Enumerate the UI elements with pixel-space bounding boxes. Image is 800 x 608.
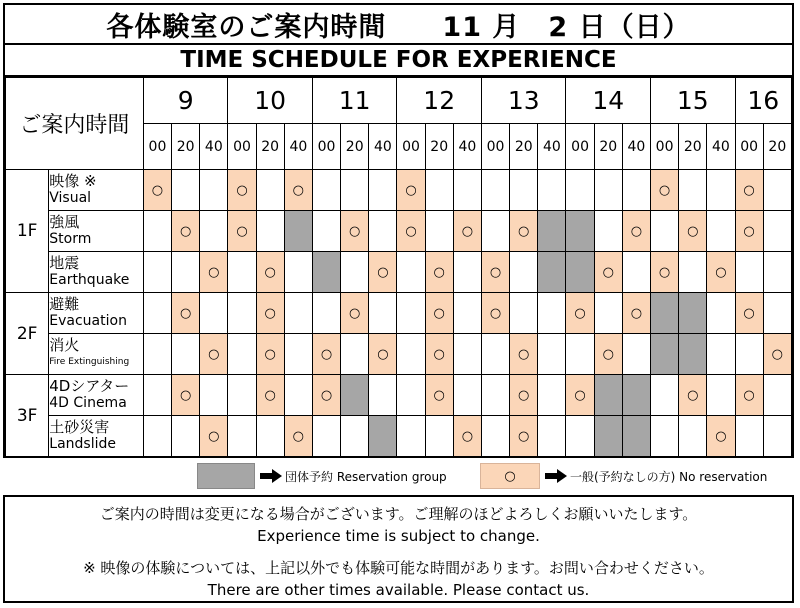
- slot-empty: [763, 375, 791, 416]
- slot-empty: [453, 252, 481, 293]
- minute-header: 20: [341, 124, 369, 170]
- minute-header: 00: [143, 124, 171, 170]
- circle-mark-icon: ○: [630, 305, 643, 321]
- room-name-jp: 土砂災害: [49, 418, 110, 436]
- hour-header: 13: [481, 78, 566, 124]
- room-row: [6, 416, 792, 457]
- slot-open: [622, 293, 650, 334]
- slot-empty: [594, 293, 622, 334]
- circle-mark-icon: ○: [179, 305, 192, 321]
- slot-empty: [312, 170, 340, 211]
- slot-empty: [679, 252, 707, 293]
- slot-reserved-group: [594, 375, 622, 416]
- circle-mark-icon: ○: [236, 223, 248, 239]
- slot-open: [763, 334, 791, 375]
- room-name-jp: 消火: [49, 336, 80, 354]
- slot-empty: [594, 211, 622, 252]
- slot-empty: [397, 375, 425, 416]
- slot-open: [510, 211, 538, 252]
- slot-empty: [481, 211, 509, 252]
- minute-header: 40: [707, 124, 735, 170]
- circle-mark-icon: ○: [320, 346, 333, 362]
- circle-mark-icon: ○: [264, 305, 276, 321]
- circle-mark-icon: ○: [518, 223, 530, 239]
- hour-header: 15: [651, 78, 736, 124]
- slot-empty: [200, 211, 228, 252]
- circle-mark-icon: ○: [461, 223, 474, 239]
- slot-empty: [538, 375, 566, 416]
- slot-empty: [397, 416, 425, 457]
- slot-open: [397, 211, 425, 252]
- circle-mark-icon: ○: [377, 346, 389, 362]
- slot-reserved-group: [566, 211, 594, 252]
- slot-empty: [622, 252, 650, 293]
- slot-open: [256, 293, 284, 334]
- slot-open: [172, 293, 200, 334]
- circle-mark-icon: ○: [236, 182, 248, 198]
- slot-reserved-group: [651, 334, 679, 375]
- slot-empty: [143, 293, 171, 334]
- circle-mark-icon: ○: [292, 182, 305, 198]
- slot-reserved-group: [679, 293, 707, 334]
- slot-empty: [707, 211, 735, 252]
- slot-open: [679, 375, 707, 416]
- slot-open: [284, 170, 312, 211]
- circle-mark-icon: ○: [433, 346, 445, 362]
- slot-empty: [594, 170, 622, 211]
- note-en-2: There are other times available. Please contact us.: [207, 581, 590, 599]
- slot-open: [172, 375, 200, 416]
- slot-open: [228, 170, 256, 211]
- minute-header: 40: [453, 124, 481, 170]
- slot-empty: [735, 416, 763, 457]
- slot-empty: [284, 252, 312, 293]
- circle-mark-icon: ○: [208, 428, 220, 444]
- circle-mark-icon: ○: [574, 305, 586, 321]
- slot-open: [425, 334, 453, 375]
- circle-mark-icon: ○: [687, 223, 699, 239]
- room-row: [6, 252, 792, 293]
- circle-mark-icon: ○: [179, 387, 192, 403]
- circle-mark-icon: ○: [687, 387, 699, 403]
- slot-empty: [172, 416, 200, 457]
- slot-empty: [566, 170, 594, 211]
- slot-open: [735, 293, 763, 334]
- minute-header: 40: [200, 124, 228, 170]
- slot-empty: [453, 375, 481, 416]
- slot-open: [200, 252, 228, 293]
- slot-empty: [707, 334, 735, 375]
- slot-open: [200, 416, 228, 457]
- notes-box: [3, 495, 794, 603]
- slot-empty: [369, 293, 397, 334]
- legend-orange-swatch: [480, 463, 540, 489]
- slot-empty: [397, 252, 425, 293]
- minute-header: 40: [284, 124, 312, 170]
- circle-mark-icon: ○: [349, 305, 361, 321]
- circle-mark-icon: ○: [630, 223, 643, 239]
- slot-empty: [143, 334, 171, 375]
- legend-gray-swatch: [197, 463, 255, 489]
- slot-empty: [200, 170, 228, 211]
- circle-mark-icon: ○: [771, 346, 784, 362]
- slot-reserved-group: [622, 416, 650, 457]
- slot-empty: [341, 334, 369, 375]
- slot-empty: [256, 416, 284, 457]
- slot-empty: [143, 416, 171, 457]
- room-name-en: Landslide: [49, 436, 116, 452]
- slot-open: [707, 416, 735, 457]
- slot-open: [312, 375, 340, 416]
- slot-open: [341, 211, 369, 252]
- circle-mark-icon: ○: [264, 387, 276, 403]
- slot-reserved-group: [679, 334, 707, 375]
- slot-open: [566, 293, 594, 334]
- room-name: [49, 334, 144, 375]
- slot-empty: [707, 293, 735, 334]
- slot-empty: [679, 416, 707, 457]
- circle-mark-icon: ○: [433, 305, 445, 321]
- slot-empty: [481, 375, 509, 416]
- circle-mark-icon: ○: [743, 387, 755, 403]
- circle-mark-icon: ○: [658, 182, 671, 198]
- room-name: [49, 211, 144, 252]
- slot-reserved-group: [538, 211, 566, 252]
- slot-open: [481, 252, 509, 293]
- slot-open: [735, 170, 763, 211]
- minute-header: 00: [397, 124, 425, 170]
- hour-header: 10: [228, 78, 313, 124]
- circle-mark-icon: ○: [179, 223, 192, 239]
- room-name: [49, 375, 144, 416]
- slot-empty: [200, 293, 228, 334]
- slot-open: [510, 375, 538, 416]
- note-en-1: Experience time is subject to change.: [257, 527, 540, 545]
- circle-mark-icon: ○: [489, 264, 502, 280]
- slot-empty: [425, 416, 453, 457]
- slot-empty: [284, 375, 312, 416]
- slot-reserved-group: [594, 416, 622, 457]
- minute-header: 20: [679, 124, 707, 170]
- slot-empty: [228, 375, 256, 416]
- slot-empty: [538, 416, 566, 457]
- room-name-jp: 4Dシアター: [49, 377, 130, 395]
- slot-empty: [679, 170, 707, 211]
- slot-open: [651, 170, 679, 211]
- slot-empty: [228, 334, 256, 375]
- arrow-right-icon: [545, 468, 567, 484]
- room-name-en: Earthquake: [49, 272, 130, 288]
- slot-empty: [566, 416, 594, 457]
- slot-empty: [172, 170, 200, 211]
- slot-open: [397, 170, 425, 211]
- circle-mark-icon: ○: [461, 428, 474, 444]
- circle-mark-icon: ○: [433, 387, 445, 403]
- minute-header: 40: [369, 124, 397, 170]
- circle-mark-icon: ○: [405, 182, 417, 198]
- time-header-label: ご案内時間: [6, 78, 144, 170]
- circle-mark-icon: ○: [349, 223, 361, 239]
- slot-empty: [481, 334, 509, 375]
- minute-header: 40: [538, 124, 566, 170]
- room-name-en: Fire Extinguishing: [49, 357, 130, 367]
- circle-mark-icon: ○: [574, 387, 586, 403]
- slot-empty: [341, 170, 369, 211]
- slot-open: [453, 211, 481, 252]
- slot-open: [594, 252, 622, 293]
- slot-open: [510, 416, 538, 457]
- slot-open: [284, 416, 312, 457]
- slot-empty: [284, 293, 312, 334]
- floor-label: 3F: [6, 375, 49, 457]
- slot-empty: [284, 334, 312, 375]
- circle-mark-icon: ○: [518, 346, 530, 362]
- slot-open: [256, 375, 284, 416]
- minute-header: 20: [425, 124, 453, 170]
- room-name-jp: 映像 ※: [49, 172, 97, 190]
- circle-mark-icon: ○: [602, 264, 614, 280]
- circle-mark-icon: ○: [715, 428, 727, 444]
- circle-mark-icon: ○: [292, 428, 305, 444]
- hour-header: 16: [735, 78, 791, 124]
- minute-header: 20: [256, 124, 284, 170]
- slot-empty: [397, 293, 425, 334]
- slot-reserved-group: [566, 252, 594, 293]
- slot-reserved-group: [341, 375, 369, 416]
- slot-empty: [763, 416, 791, 457]
- slot-empty: [622, 170, 650, 211]
- room-row: [6, 293, 792, 334]
- slot-empty: [538, 334, 566, 375]
- slot-open: [369, 334, 397, 375]
- minute-header: 00: [481, 124, 509, 170]
- slot-empty: [510, 293, 538, 334]
- minute-header: 00: [735, 124, 763, 170]
- slot-open: [256, 334, 284, 375]
- slot-empty: [651, 211, 679, 252]
- room-row: [6, 375, 792, 416]
- minute-header: 00: [651, 124, 679, 170]
- circle-mark-icon: ○: [518, 428, 530, 444]
- slot-reserved-group: [369, 416, 397, 457]
- slot-empty: [510, 170, 538, 211]
- slot-empty: [763, 293, 791, 334]
- slot-empty: [538, 293, 566, 334]
- slot-empty: [425, 211, 453, 252]
- circle-mark-icon: ○: [264, 264, 276, 280]
- slot-empty: [143, 375, 171, 416]
- slot-reserved-group: [284, 211, 312, 252]
- slot-open: [228, 211, 256, 252]
- circle-mark-icon: ○: [405, 223, 417, 239]
- circle-mark-icon: ○: [602, 346, 614, 362]
- arrow-right-icon: [260, 468, 282, 484]
- room-row: [6, 170, 792, 211]
- legend-group-label: 団体予約 Reservation group: [285, 469, 447, 484]
- slot-empty: [143, 211, 171, 252]
- slot-open: [566, 375, 594, 416]
- slot-empty: [369, 170, 397, 211]
- slot-empty: [172, 252, 200, 293]
- slot-open: [510, 334, 538, 375]
- room-name-jp: 地震: [49, 254, 80, 272]
- slot-open: [735, 375, 763, 416]
- slot-empty: [622, 334, 650, 375]
- slot-open: [172, 211, 200, 252]
- slot-empty: [538, 170, 566, 211]
- circle-mark-icon: ○: [151, 182, 164, 198]
- circle-mark-icon: ○: [208, 264, 220, 280]
- slot-empty: [763, 252, 791, 293]
- room-name: [49, 416, 144, 457]
- minute-header: 00: [312, 124, 340, 170]
- slot-empty: [397, 334, 425, 375]
- room-name: [49, 252, 144, 293]
- minute-header: 20: [172, 124, 200, 170]
- slot-empty: [256, 211, 284, 252]
- floor-label: 2F: [6, 293, 49, 375]
- circle-mark-icon: ○: [743, 182, 755, 198]
- minute-header: 20: [594, 124, 622, 170]
- minute-header: 00: [228, 124, 256, 170]
- slot-open: [200, 334, 228, 375]
- slot-empty: [707, 170, 735, 211]
- slot-empty: [312, 211, 340, 252]
- room-name-en: 4D Cinema: [49, 395, 127, 411]
- minute-header: 40: [622, 124, 650, 170]
- slot-open: [341, 293, 369, 334]
- slot-open: [594, 334, 622, 375]
- slot-open: [679, 211, 707, 252]
- hour-header: 9: [143, 78, 228, 124]
- slot-open: [143, 170, 171, 211]
- slot-empty: [481, 416, 509, 457]
- slot-open: [622, 211, 650, 252]
- slot-empty: [312, 416, 340, 457]
- floor-label: 1F: [6, 170, 49, 293]
- circle-mark-icon: ○: [489, 305, 502, 321]
- slot-open: [425, 375, 453, 416]
- circle-mark-icon: ○: [264, 346, 276, 362]
- slot-empty: [228, 252, 256, 293]
- circle-mark-icon: ○: [743, 223, 755, 239]
- slot-empty: [763, 211, 791, 252]
- slot-empty: [735, 334, 763, 375]
- room-name: [49, 293, 144, 334]
- note-jp-2: ※ 映像の体験については、上記以外でも体験可能な時間があります。お問い合わせください。: [83, 559, 714, 577]
- slot-empty: [256, 170, 284, 211]
- slot-empty: [707, 375, 735, 416]
- slot-open: [453, 416, 481, 457]
- circle-mark-icon: ○: [743, 305, 755, 321]
- room-name-en: Visual: [49, 190, 92, 206]
- slot-empty: [651, 375, 679, 416]
- room-name: [49, 170, 144, 211]
- room-name-jp: 強風: [49, 213, 80, 231]
- slot-open: [707, 252, 735, 293]
- room-name-jp: 避難: [49, 295, 80, 313]
- slot-reserved-group: [651, 293, 679, 334]
- slot-empty: [312, 293, 340, 334]
- slot-empty: [369, 211, 397, 252]
- page-subtitle: TIME SCHEDULE FOR EXPERIENCE: [5, 45, 792, 77]
- circle-mark-icon: ○: [504, 468, 516, 484]
- slot-empty: [481, 170, 509, 211]
- slot-empty: [566, 334, 594, 375]
- slot-empty: [425, 170, 453, 211]
- slot-open: [481, 293, 509, 334]
- slot-empty: [763, 170, 791, 211]
- slot-empty: [200, 375, 228, 416]
- slot-empty: [453, 334, 481, 375]
- circle-mark-icon: ○: [715, 264, 727, 280]
- circle-mark-icon: ○: [208, 346, 220, 362]
- slot-reserved-group: [312, 252, 340, 293]
- room-row: [6, 211, 792, 252]
- circle-mark-icon: ○: [518, 387, 530, 403]
- slot-open: [425, 252, 453, 293]
- slot-empty: [510, 252, 538, 293]
- slot-open: [369, 252, 397, 293]
- slot-open: [735, 211, 763, 252]
- slot-empty: [651, 416, 679, 457]
- room-name-en: Storm: [49, 231, 92, 247]
- slot-reserved-group: [622, 375, 650, 416]
- slot-reserved-group: [538, 252, 566, 293]
- slot-empty: [228, 416, 256, 457]
- slot-empty: [453, 293, 481, 334]
- slot-empty: [143, 252, 171, 293]
- slot-empty: [735, 252, 763, 293]
- slot-open: [256, 252, 284, 293]
- slot-empty: [228, 293, 256, 334]
- slot-empty: [453, 170, 481, 211]
- slot-open: [312, 334, 340, 375]
- schedule-table: [5, 77, 792, 457]
- slot-open: [425, 293, 453, 334]
- slot-open: [651, 252, 679, 293]
- circle-mark-icon: ○: [433, 264, 445, 280]
- slot-empty: [341, 416, 369, 457]
- slot-empty: [369, 375, 397, 416]
- slot-empty: [172, 334, 200, 375]
- room-row: [6, 334, 792, 375]
- circle-mark-icon: ○: [320, 387, 333, 403]
- minute-header: 20: [763, 124, 791, 170]
- hour-header: 14: [566, 78, 651, 124]
- slot-empty: [341, 252, 369, 293]
- hour-header: 11: [312, 78, 397, 124]
- hour-header: 12: [397, 78, 482, 124]
- legend-general-label: 一般(予約なしの方) No reservation: [570, 469, 768, 484]
- page-title: 各体験室のご案内時間 11 月 2 日（日）: [5, 5, 792, 45]
- minute-header: 00: [566, 124, 594, 170]
- room-name-en: Evacuation: [49, 313, 127, 329]
- circle-mark-icon: ○: [377, 264, 389, 280]
- circle-mark-icon: ○: [658, 264, 671, 280]
- minute-header: 20: [510, 124, 538, 170]
- note-jp-1: ご案内の時間は変更になる場合がございます。ご理解のほどよろしくお願いいたします。: [99, 505, 698, 523]
